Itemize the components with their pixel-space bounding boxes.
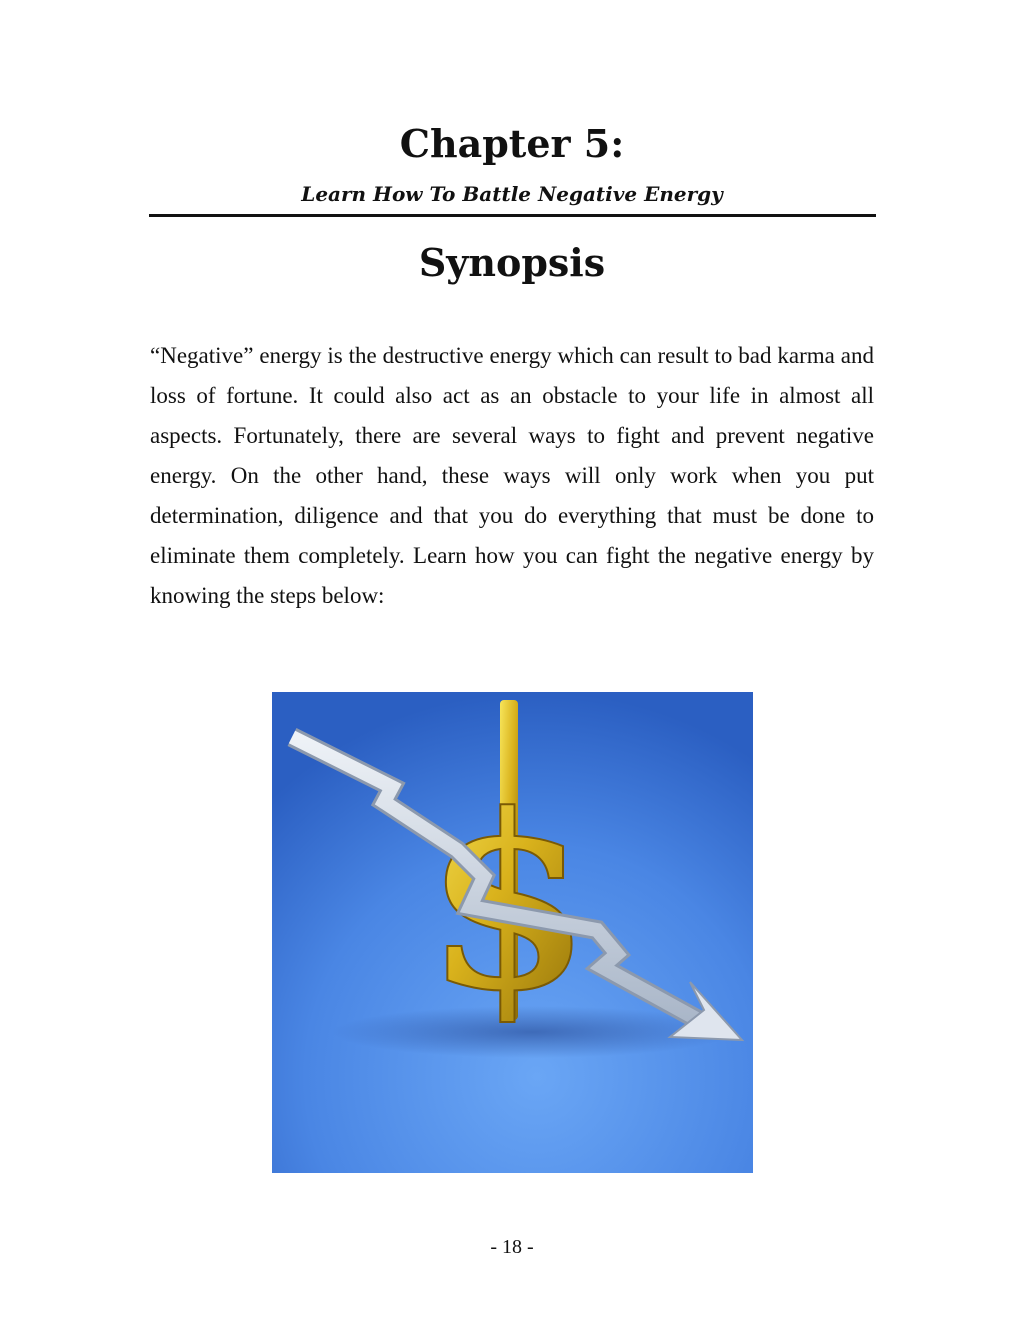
section-heading: Synopsis — [418, 240, 606, 285]
chapter-title: Chapter 5: — [399, 121, 625, 166]
page-number: - 18 - — [490, 1236, 534, 1258]
falling-dollar-illustration — [272, 692, 753, 1173]
svg-text:$: $ — [424, 762, 592, 1044]
synopsis-paragraph: “Negative” energy is the destructive energy which can result to bad karma and loss of fortune. It could also act as an obstacle to your life in almost all aspects. Fortunately, there are several ways to fight and prevent negative energy. On the other hand, these ways will only work when you put determination, diligence and that you do everything that must be done to eliminate them completely. Learn how you can fight the negative energy by knowing the steps below: — [150, 343, 874, 608]
title-divider — [149, 214, 876, 217]
chapter-subtitle: Learn How To Battle Negative Energy — [301, 182, 723, 206]
